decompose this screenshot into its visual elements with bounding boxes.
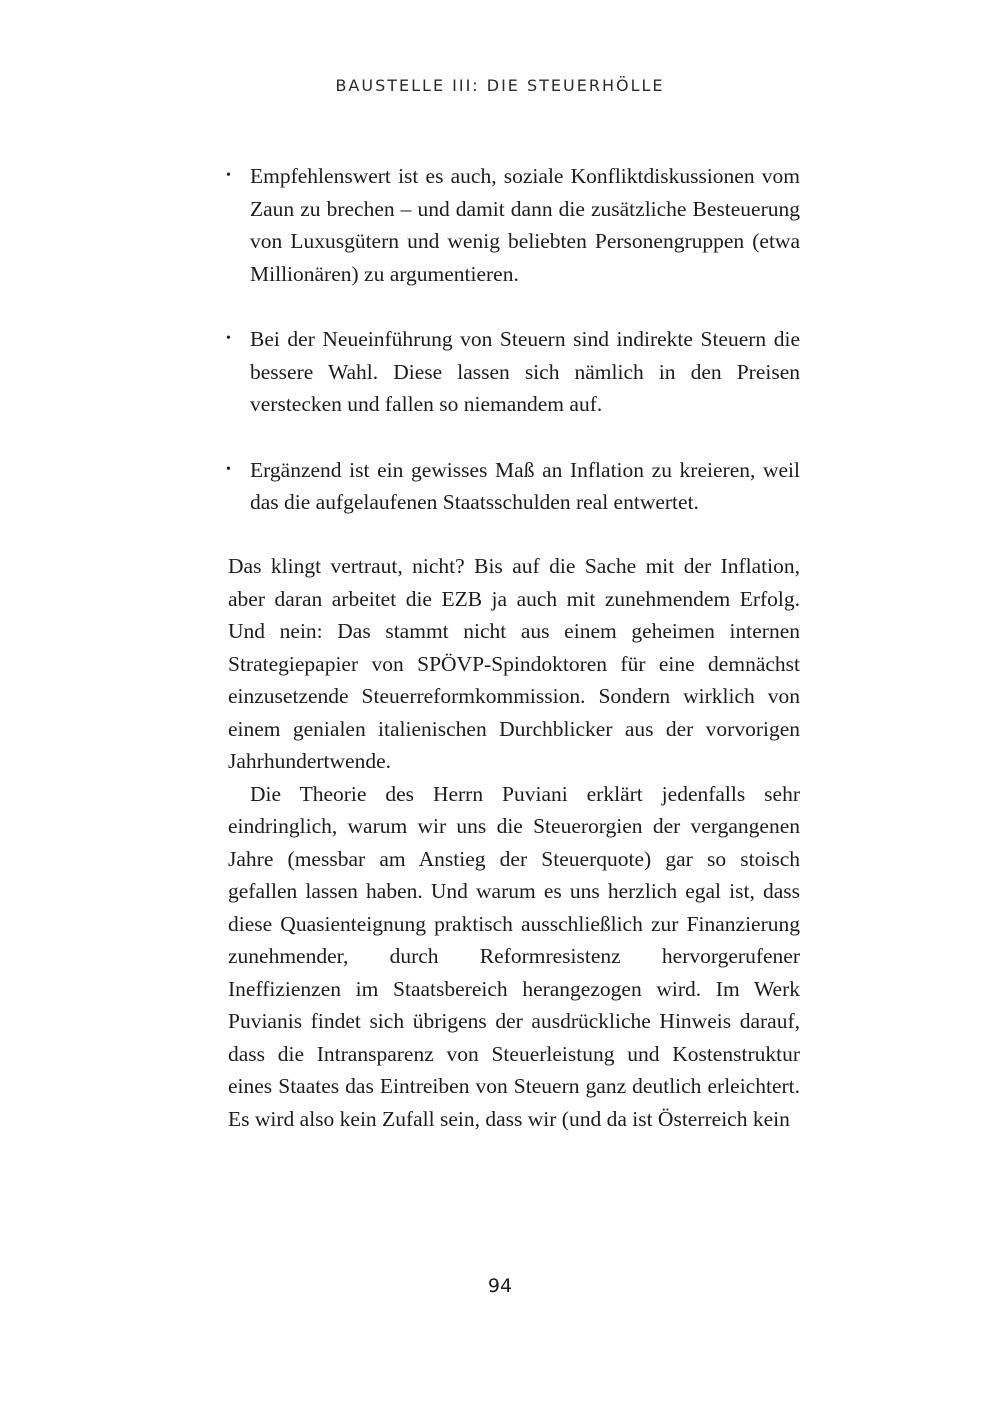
bullet-item [228,454,800,519]
body-text [228,550,800,1135]
bullet-text: Empfehlenswert ist es auch, soziale Konfliktdiskussionen vom Zaun zu brechen – und damit dann die zusätzliche Besteuerung von Luxusgütern und wenig beliebten Personengruppen (etwa Millionären) zu argumentieren. [250,164,800,286]
bullet-text: Bei der Neueinführung von Steuern sind indirekte Steuern die bessere Wahl. Diese lassen sich nämlich in den Preisen verstecken und fallen so niemandem auf. [250,327,800,416]
bullet-text: Ergänzend ist ein gewisses Maß an Inflation zu kreieren, weil das die aufgelaufenen Staatsschulden real entwertet. [250,457,800,514]
page-number: 94 [487,1275,513,1297]
bullet-marker: • [226,461,231,477]
bullet-list [228,160,800,552]
bullet-marker: • [226,168,231,183]
bullet-item [228,323,800,421]
running-head: BAUSTELLE III: DIE STEUERHÖLLE [335,76,665,95]
bullet-item [228,160,800,290]
body-paragraph: Das klingt vertraut, nicht? Bis auf die Sache mit der Inflation, aber daran arbeitet die EZB ja auch mit zunehmendem Erfolg. Und nein: Das stammt nicht aus einem geheimen internen Strategiepapier von SPÖVP-Spindoktoren für eine demnächst einzusetzende Steuerreformkommission. Sondern wirklich von einem genialen italienischen Durchblicker aus der vorvorigen Jahrhundertwende. [228,554,800,773]
body-paragraph: Die Theorie des Herrn Puviani erklärt jedenfalls sehr eindringlich, warum wir uns die Steuerorgien der vergangenen Jahre (messbar am Anstieg der Steuerquote) gar so stoisch gefallen lassen haben. Und warum es uns herzlich egal ist, dass diese Quasienteignung praktisch ausschließlich zur Finanzierung zunehmender, durch Reformresistenz hervorgerufener Ineffizienzen im Staatsbereich herangezogen wird. Im Werk Puvianis findet sich übrigens der ausdrückliche Hinweis darauf, dass die Intransparenz von Steuerleistung und Kostenstruktur eines Staates das Eintreiben von Steuern ganz deutlich erleichtert. Es wird also kein Zufall sein, dass wir (und da ist Österreich kein [228,781,800,1131]
bullet-marker: • [226,331,231,346]
